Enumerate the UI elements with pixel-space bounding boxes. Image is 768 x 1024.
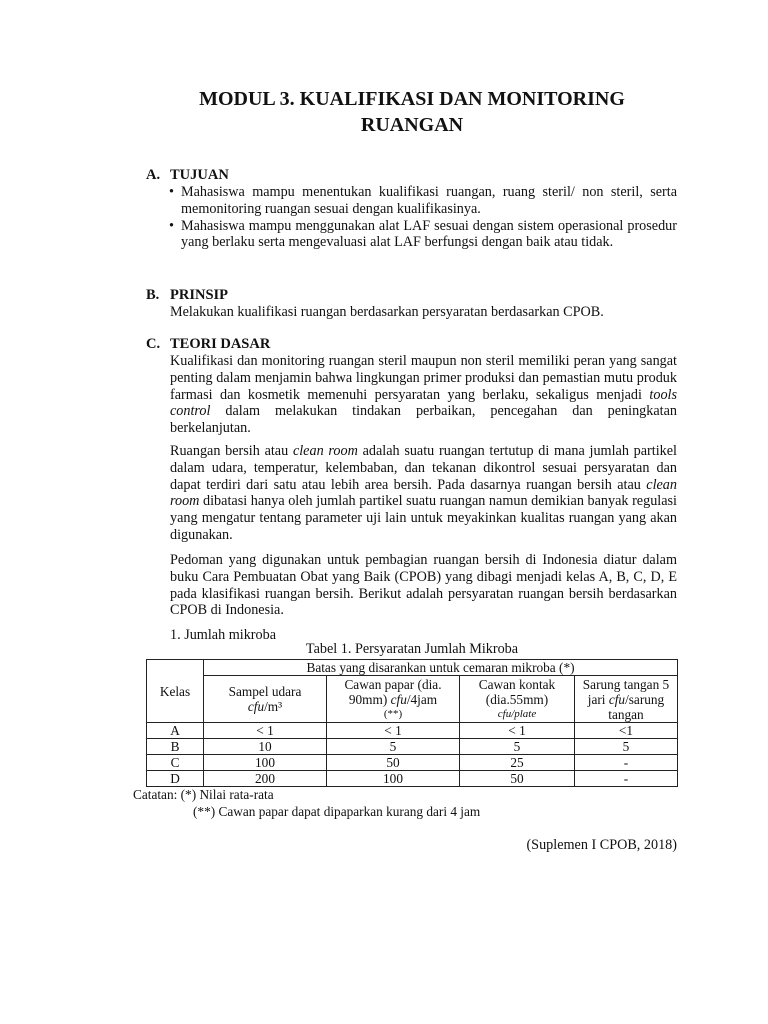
section-b-title: PRINSIP bbox=[170, 287, 229, 303]
section-c-number: C. bbox=[146, 336, 161, 352]
section-b-number: B. bbox=[146, 287, 160, 303]
table-header-row bbox=[147, 676, 678, 723]
cell-kontak: < 1 bbox=[460, 723, 575, 739]
cell-sampel: 200 bbox=[204, 771, 327, 787]
header-line bbox=[577, 692, 675, 707]
cell-sarung: <1 bbox=[575, 723, 678, 739]
text-run: Kualifikasi dan monitoring ruangan steril maupun non steril memiliki peran yang sangat penting dalam menjamin bahwa lingkungan primer produksi dan pemastian mutu produk farmasi dan kosmetik memenuhi persyaratan yang berlaku, sekaligus menjadi bbox=[170, 353, 677, 403]
text-run: Ruangan bersih atau bbox=[170, 443, 293, 459]
table-row bbox=[147, 755, 678, 771]
header-line: Cawan papar (dia. bbox=[344, 676, 442, 692]
section-a-number: A. bbox=[146, 167, 161, 183]
cell-kelas: C bbox=[147, 755, 204, 771]
unit-text: cfu bbox=[247, 699, 265, 714]
section-c-title: TEORI DASAR bbox=[170, 336, 271, 352]
text-run: dibatasi hanya oleh jumlah partikel suatu ruangan namun demikian banyak regulasi yang mengatur tentang parameter uji lain untuk meyakinkan kualitas ruangan yang akan digunakan. bbox=[170, 493, 677, 543]
table-row bbox=[147, 739, 678, 755]
cell-papar: 100 bbox=[327, 771, 460, 787]
unit-text: cfu/plate bbox=[497, 707, 537, 720]
text-run: adalah suatu ruangan tertutup di mana jumlah partikel dalam udara, temperatur, kelembaban, dan tekanan dikontrol sesuai persyaratan dan dapat terdiri dari satu atau lebih area bersih. Pada dasarnya ruangan bersih atau bbox=[170, 443, 677, 493]
header-line bbox=[329, 692, 457, 707]
header-text: /4jam bbox=[406, 691, 438, 707]
italic-term: clean room bbox=[170, 476, 677, 510]
cell-sarung: - bbox=[575, 755, 678, 771]
header-sampel bbox=[204, 676, 327, 723]
header-kontak bbox=[460, 676, 575, 723]
section-c-heading bbox=[146, 336, 270, 353]
list-item bbox=[166, 184, 677, 218]
source-citation: (Suplemen I CPOB, 2018) bbox=[526, 837, 677, 853]
cell-kelas: A bbox=[147, 723, 204, 739]
unit-text: /m³ bbox=[264, 699, 283, 714]
section-a-title: TUJUAN bbox=[170, 167, 229, 183]
cell-sarung: - bbox=[575, 771, 678, 787]
title-line-1: MODUL 3. KUALIFIKASI DAN MONITORING bbox=[199, 88, 625, 110]
cell-papar: 50 bbox=[327, 755, 460, 771]
objective-text: Mahasiswa mampu menentukan kualifikasi ruangan, ruang steril/ non steril, serta memonitoring ruangan sesuai dengan kualifikasinya. bbox=[181, 184, 677, 217]
table-note-2: (**) Cawan papar dapat dipaparkan kurang dari 4 jam bbox=[193, 804, 481, 819]
subitem-heading: 1. Jumlah mikroba bbox=[170, 627, 276, 643]
header-line: Sampel udara bbox=[228, 684, 302, 699]
header-line: tangan bbox=[608, 706, 644, 722]
microbe-table bbox=[146, 659, 678, 787]
objective-text: Mahasiswa mampu menggunakan alat LAF sesuai dengan sistem operasional prosedur yang berlaku serta mengevaluasi alat LAF berfungsi dengan baik atau tidak. bbox=[181, 217, 677, 251]
header-line bbox=[206, 699, 324, 714]
cell-sampel: < 1 bbox=[204, 723, 327, 739]
table-header-row bbox=[147, 660, 678, 676]
bullet-icon: • bbox=[169, 184, 174, 200]
theory-paragraph-3: Pedoman yang digunakan untuk pembagian ruangan bersih di Indonesia diatur dalam buku Cara Pembuatan Obat yang Baik (CPOB) yang dibagi menjadi kelas A, B, C, D, E pada klasifikasi ruangan bersih. Berikut adalah persyaratan ruangan bersih berdasarkan CPOB di Indonesia. bbox=[170, 552, 677, 619]
table-caption: Tabel 1. Persyaratan Jumlah Mikroba bbox=[305, 641, 519, 657]
header-text: jari bbox=[587, 691, 609, 707]
cell-kontak: 25 bbox=[460, 755, 575, 771]
cell-papar: < 1 bbox=[327, 723, 460, 739]
cell-kontak: 5 bbox=[460, 739, 575, 755]
unit-text: cfu bbox=[608, 691, 626, 707]
theory-paragraph-2 bbox=[170, 443, 677, 544]
header-line: (dia.55mm) bbox=[485, 691, 549, 707]
section-b-heading bbox=[146, 287, 228, 304]
cell-sampel: 100 bbox=[204, 755, 327, 771]
bullet-icon: • bbox=[169, 217, 174, 234]
italic-term: tools control bbox=[170, 386, 677, 420]
table-row bbox=[147, 771, 678, 787]
cell-kelas: D bbox=[147, 771, 204, 787]
table-note-1: Catatan: (*) Nilai rata-rata bbox=[133, 787, 274, 802]
cell-sampel: 10 bbox=[204, 739, 327, 755]
cell-kontak: 50 bbox=[460, 771, 575, 787]
objectives-list bbox=[166, 184, 677, 251]
unit-text: cfu bbox=[390, 691, 407, 707]
list-item bbox=[166, 218, 677, 252]
title-line-2: RUANGAN bbox=[360, 114, 464, 136]
page-title bbox=[146, 86, 678, 138]
header-line: Sarung tangan 5 bbox=[582, 676, 670, 692]
cell-papar: 5 bbox=[327, 739, 460, 755]
table-row bbox=[147, 723, 678, 739]
italic-term: clean room bbox=[292, 443, 358, 459]
header-kelas: Kelas bbox=[147, 660, 204, 723]
header-sarung bbox=[575, 676, 678, 723]
header-text: /sarung bbox=[625, 691, 665, 707]
header-line: Cawan kontak bbox=[478, 676, 556, 692]
header-group: Batas yang disarankan untuk cemaran mikroba (*) bbox=[204, 660, 678, 676]
text-run: dalam melakukan tindakan perbaikan, pencegahan dan peningkatan berkelanjutan. bbox=[170, 403, 677, 437]
header-papar bbox=[327, 676, 460, 723]
section-a-heading bbox=[146, 167, 229, 184]
principle-text: Melakukan kualifikasi ruangan berdasarkan persyaratan berdasarkan CPOB. bbox=[170, 304, 604, 320]
cell-kelas: B bbox=[147, 739, 204, 755]
cell-sarung: 5 bbox=[575, 739, 678, 755]
header-note: (**) bbox=[383, 707, 403, 720]
theory-paragraph-1 bbox=[170, 353, 677, 437]
header-text: 90mm) bbox=[348, 691, 391, 707]
